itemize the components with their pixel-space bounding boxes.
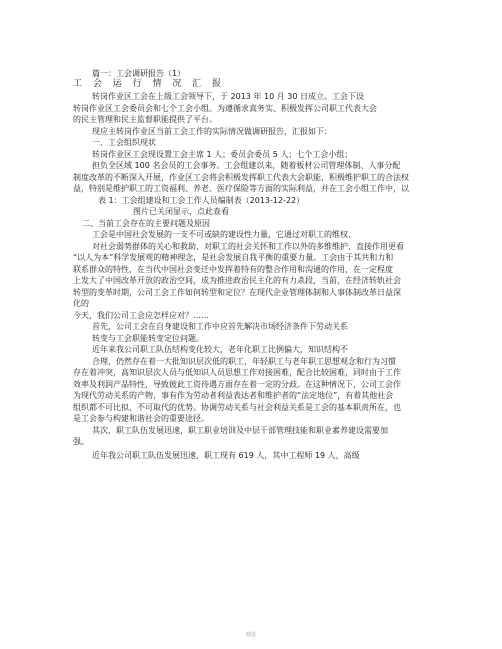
paragraph-line: 工会是中国社会发展的一支不可或缺的建设性力量，它通过对职工的维权、 xyxy=(92,230,356,239)
paragraph-line: 组织都不可比拟、不可取代的优势。协调劳动关系与社会利益关系是工会的基本职责所在，也 xyxy=(73,403,401,412)
paragraph-line: 是工会参与构建和谐社会的重要途径。 xyxy=(73,414,209,423)
paragraph-line: 近年我公司职工队伍发展迅速，职工现有 619 人，其中工程师 19 人，高级 xyxy=(92,451,360,460)
doc-header: 篇一：工会调研报告（1） xyxy=(92,69,186,78)
paragraph-line: 转型的变革时期，公司工会工作如何转型和定位？在现代企业管理体制和人事体制改革日益深 xyxy=(73,288,401,297)
paragraph-line: 现应主转岗作业区当前工会工作的实际情况做调研报告，汇报如下： xyxy=(92,127,332,136)
paragraph-line: 效率及利润产品特性，导致彼此工资待遇方面存在着一定的分歧。在这种情况下，公司工会作 xyxy=(73,380,401,389)
paragraph-line: 联系群众的特性，在当代中国社会变迁中发挥着特有的整合作用和沟通的作用，在一定程度 xyxy=(73,265,393,274)
report-title: 工 会 运 行 情 况 汇 报 xyxy=(73,79,226,89)
paragraph-line: 其次，职工队伍发展迅速，职工职业培训及中层干部管理技能和职业素养建设需要加 xyxy=(92,426,388,435)
section-heading: 二、当前工会存在的主要问题及原因 xyxy=(82,219,210,228)
paragraph-line: 上发大了中国改革开放的政治空间，成为推进政治民主化的有力杀段，当前，在经济转轨社会 xyxy=(73,276,401,285)
page-footer: 精选 xyxy=(245,632,256,638)
section-heading: 一、工会组织现状 xyxy=(92,138,156,147)
paragraph-line: 首先，公司工会在自身建设和工作中应首先解决市场经济条件下劳动关系 xyxy=(92,322,348,331)
paragraph-line: 转岗作业区工会在上级工会领导下，于 2013 年 10 月 30 日成立。工会下设 xyxy=(92,92,364,101)
paragraph-line: 转岗作业区工会委员会和七个工会小组。为遵循求真务实、积极发挥公司职工代表大会 xyxy=(73,104,377,113)
paragraph-line: 化的 xyxy=(73,299,89,308)
paragraph-line: 今天，我们公司工会应怎样应对？…… xyxy=(73,311,209,320)
paragraph-line: 转岗作业区工会现设置工会主席 1 人；委员会委员 5 人；七个工会小组； xyxy=(92,150,353,159)
paragraph-line: 益，特别是维护职工的工资福利、养老、医疗保险等方面的实际利益，并在工会小组工作中，以 xyxy=(73,184,409,193)
paragraph-line: 近年来我公司职工队伍结构变化较大，老年化职工比例偏大，知识结构不 xyxy=(92,345,348,354)
paragraph-line: 为现代劳动关系的产物，事有作为劳动者利益表达者和维护者的“法定地位”，有着其他社会 xyxy=(73,391,394,400)
paragraph-line: 担负全区域 100 名会员的工会事务。工会组建以来，随着板材公司管理体制、人事分配 xyxy=(92,161,401,170)
paragraph-line: 制度改革的不断深入开展，作业区工会将会积极发挥职工代表大会职能，积极维护职工的合法权 xyxy=(73,173,409,182)
paragraph-line: 对社会弱势群体的关心和救助、对职工的社会关怀和工作以外的多维维护、直接作用更看 xyxy=(92,242,404,251)
paragraph-line: 合理，仍然存在着一大批知识层次低的职工，年轻职工与老年职工思想观念和行为习惯 xyxy=(92,357,396,366)
paragraph-line: 存在着冲突，高知识层次人员与低知识人员思想工作对接困难，配合比较困难，同时由于工作 xyxy=(73,368,401,377)
table-caption: 表 1：工会组建设和工会工作人员编制表（2013-12-22） xyxy=(98,196,305,205)
paragraph-line: 的民主管理和民主监督职能提供了平台。 xyxy=(73,115,217,124)
paragraph-line: 强。 xyxy=(73,437,89,446)
image-hidden-link[interactable]: 图片已关闭显示，点此查看 xyxy=(133,207,229,216)
paragraph-line: 转变与工会职能转变定位问题。 xyxy=(92,334,204,343)
paragraph-line: “以人为本”科学发展观的精神理念，是社会发展自我平衡的重要力量。工会由于其共和力和 xyxy=(73,253,394,262)
